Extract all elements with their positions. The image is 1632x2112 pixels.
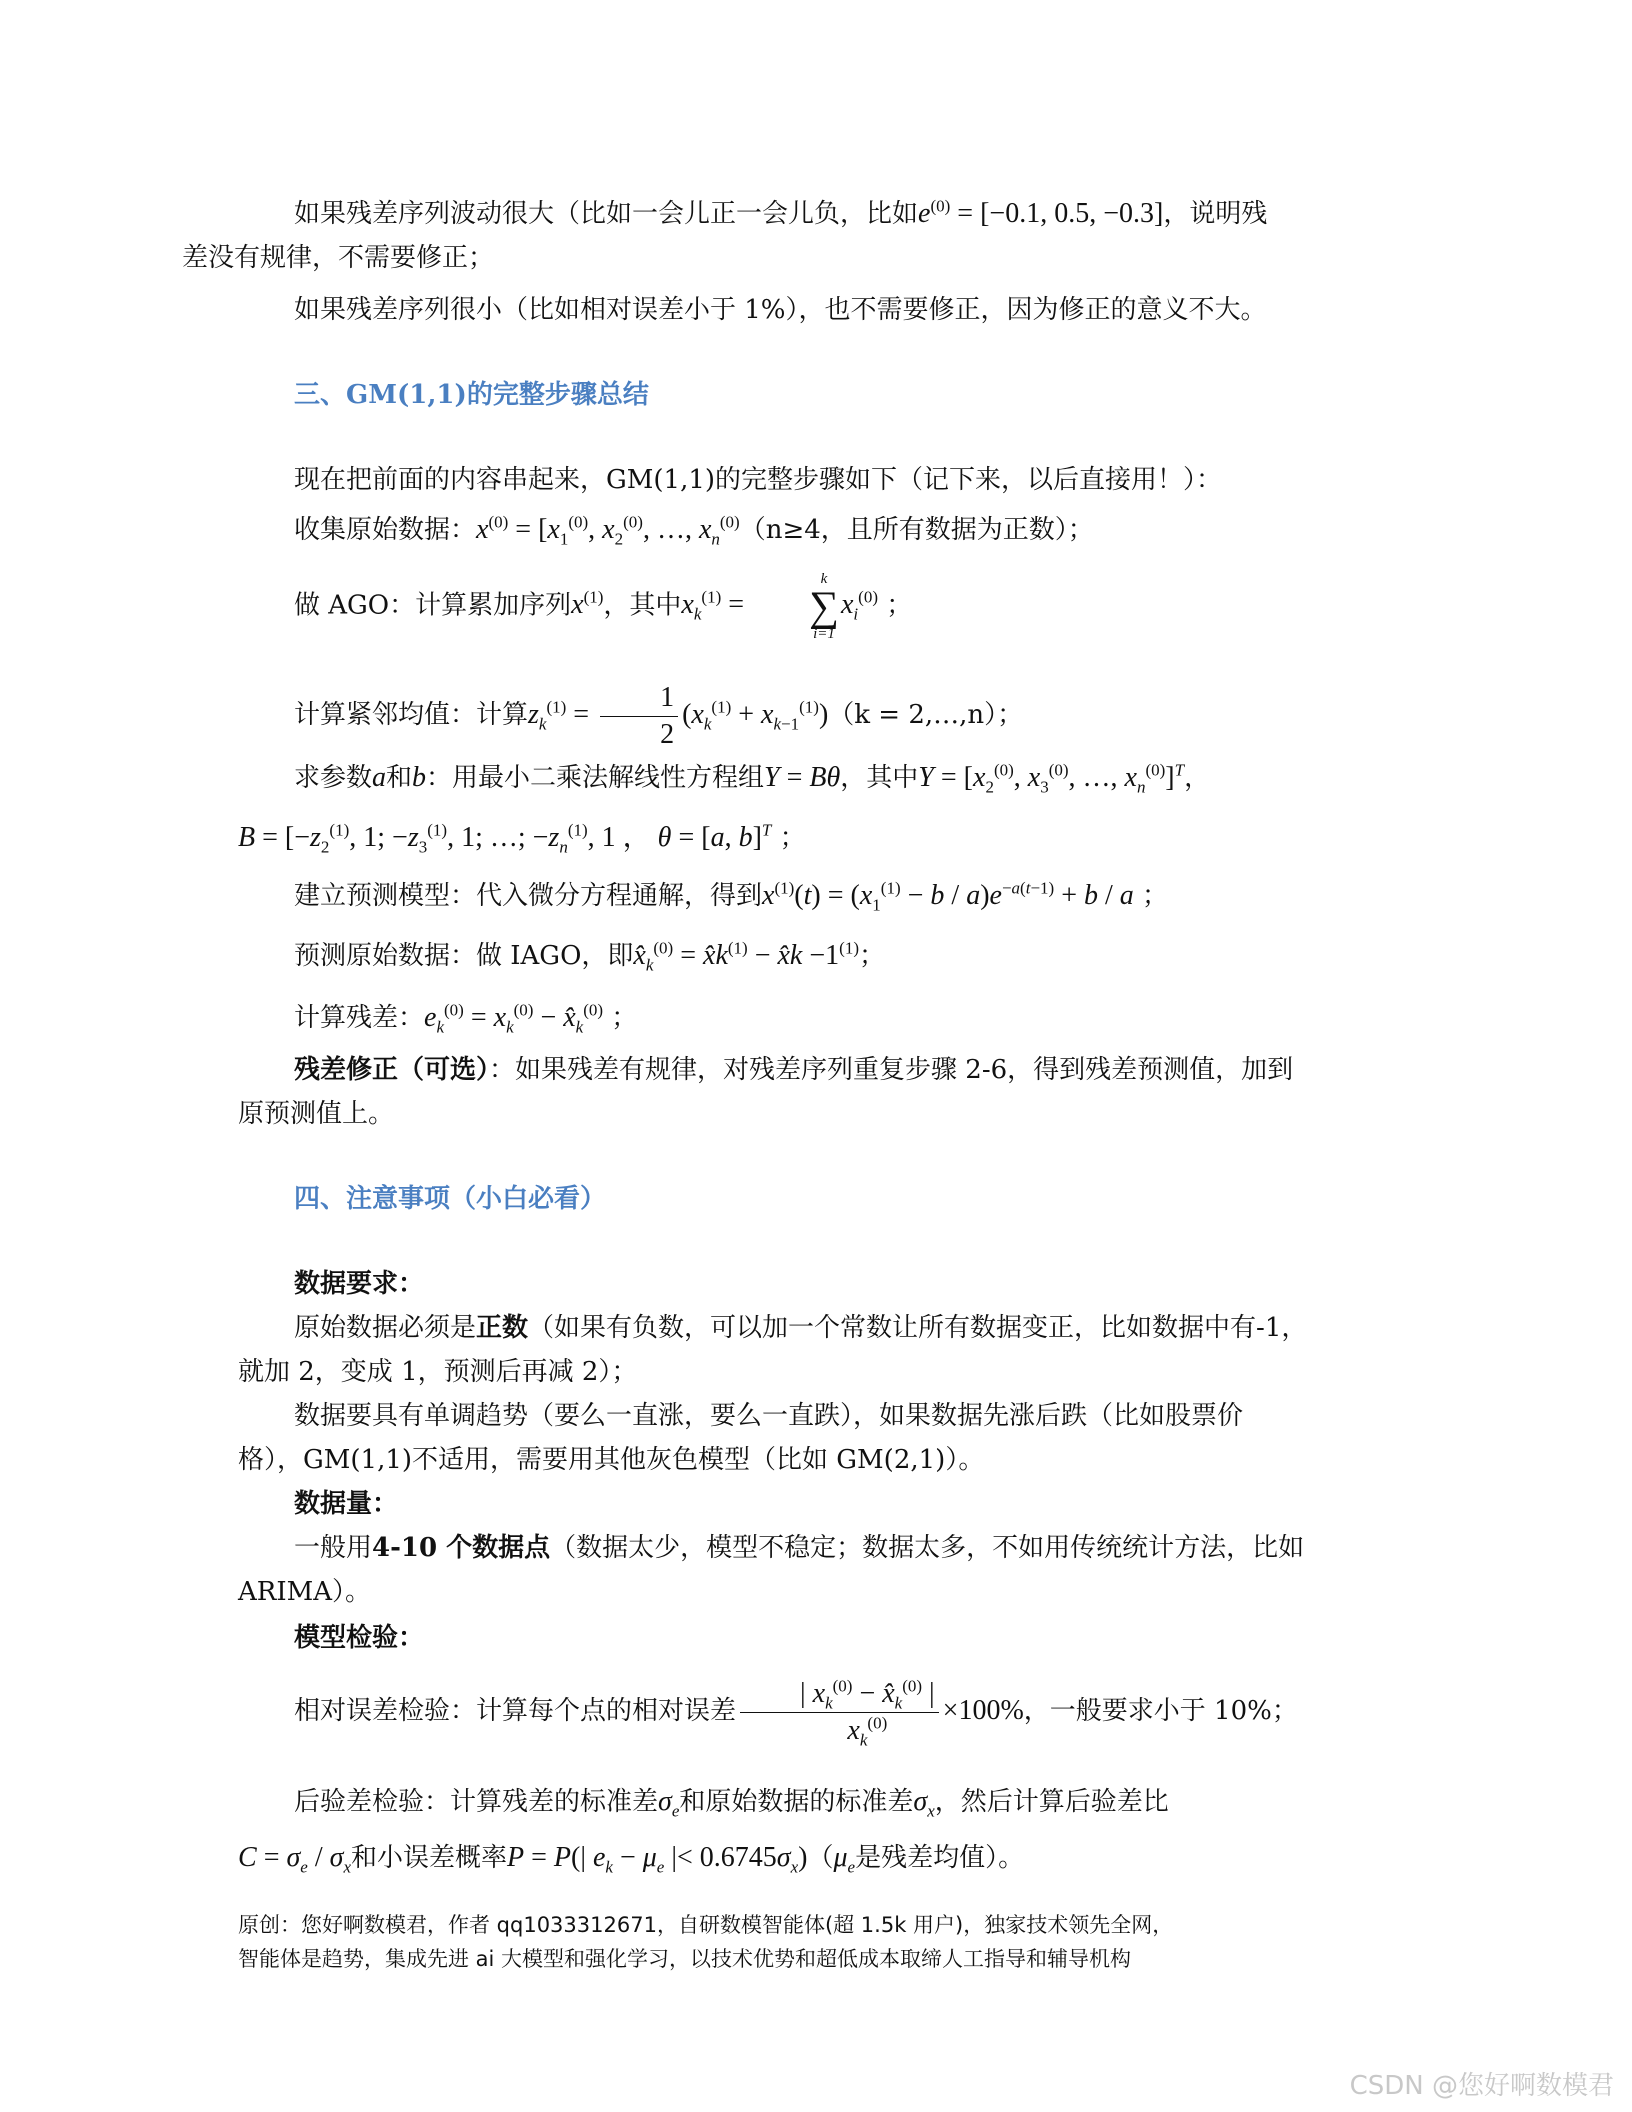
step-iago: 预测原始数据：做 IAGO，即$x̂_k^{(0)}$ = $x̂k^{(1)}$ − x̂k $-1^{(1)}$；: [294, 938, 885, 975]
step-residual: 计算残差：$e_k^{(0)} = x_k^{(0)}$ − $x̂_k^{(0)}$ ；: [294, 1000, 638, 1037]
half-fraction: $\frac{1}{2}$: [600, 680, 678, 753]
residual-wave-paragraph: [182, 192, 1388, 280]
iago-formula: $x̂_k^{(0)}$ = $x̂k^{(1)}$ − x̂k $-1^{(1)}$: [633, 938, 859, 975]
ago-formula: $x_k^{(1)}$ = k ∑ i=1 $x_i^{(0)}$: [681, 571, 878, 642]
data-requirements-p1: 原始数据必须是正数（如果有负数，可以加一个常数让所有数据变正，比如数据中有-1， 就加 2，变成 1，预测后再减 2）；: [238, 1313, 1308, 1387]
data-requirements-heading: 数据要求：: [294, 1269, 425, 1299]
posterior-check-cont: $C = \sigma_e / \sigma_x$和小误差概率P = P(| $e_k - \mu_e$ |< $0.6745\sigma_x)(\mu_e$是残差均值）。: [238, 1842, 1025, 1877]
footer-note: [238, 1908, 1173, 1976]
residual-formula: $e_k^{(0)} = x_k^{(0)}$ − $x̂_k^{(0)}$: [424, 1000, 604, 1037]
linear-system-formula: Y = Bθ: [764, 762, 841, 793]
sum-symbol: k ∑ i=1: [809, 571, 839, 642]
residual-small-paragraph: 如果残差序列很小（比如相对误差小于 1%），也不需要修正，因为修正的意义不大。: [294, 295, 1267, 325]
data-requirements-p2: 数据要具有单调趋势（要么一直涨，要么一直跌），如果数据先涨后跌（比如股票价 格），GM(1,1)不适用，需要用其他灰色模型（比如 GM(2,1)）。: [238, 1401, 1244, 1475]
section-4-heading: 四、注意事项（小白必看）: [294, 1184, 607, 1214]
relative-error-formula: $\frac{| x_k^{(0)} - x̂_k^{(0)} |}{x_k^{(0)}}$ ×100%: [736, 1695, 1024, 1726]
csdn-watermark: CSDN @您好啊数模君: [1349, 2071, 1614, 2101]
data-amount-paragraph: 一般用4-10 个数据点（数据太少，模型不稳定；数据太多，不如用传统统计方法，比如 ARIMA）。: [238, 1533, 1305, 1607]
model-check-heading: 模型检验：: [294, 1623, 425, 1653]
step-model: 建立预测模型：代入微分方程通解，得到$x^{(1)}(t) = (x_1^{(1)} - b / a)e^{-a(t-1)} + b / a$ ；: [294, 878, 1169, 915]
residual-wave-text: 如果残差序列波动很大（比如一会儿正一会儿负，比如: [294, 199, 919, 229]
step-mean: 计算紧邻均值：计算$z_k^{(1)}$ = $\frac{1}{2}$ $(x_k^{(1)} + x_{k-1}^{(1)})(k$ = 2,…,n）；: [238, 680, 1388, 753]
steps-intro: 现在把前面的内容串起来，GM(1,1)的完整步骤如下（记下来，以后直接用！）：: [294, 465, 1223, 495]
step-ago: 做 AGO：计算累加序列$x^{(1)}$，其中$x_k^{(1)}$ = k ∑ i=1 $x_i^{(0)}$ ；: [294, 571, 913, 642]
relative-error-check: 相对误差检验：计算每个点的相对误差 $\frac{| x_k^{(0)} - x̂_k^{(0)} |}{x_k^{(0)}}$ ×100%，一般要求小于 10%；: [294, 1676, 1298, 1750]
y-vector-formula: $Y = [x_2^{(0)}$, $x_3^{(0)}$, …, $x_n^{(0)}]^T$: [918, 760, 1185, 797]
residual-wave-text-cont: 差没有规律，不需要修正；: [182, 243, 495, 273]
footer-line-2: 智能体是趋势，集成先进 ai 大模型和强化学习，以技术优势和超低成本取缔人工指导和辅导机构: [238, 1947, 1132, 1971]
step-collect: 收集原始数据：$x^{(0)} = [x_1^{(0)}$, $x_2^{(0)}$, …, $x_n^{(0)}(n\ge 4$，且所有数据为正数）；: [294, 512, 1094, 549]
small-error-probability-formula: P = P(| $e_k - \mu_e$ |< $0.6745\sigma_x$): [507, 1842, 808, 1877]
mean-formula: $z_k^{(1)}$ = $\frac{1}{2}$ $(x_k^{(1)} + x_{k-1}^{(1)})$: [528, 699, 828, 730]
b-matrix-formula: $B = [-z_2^{(1)}$, 1; $-z_3^{(1)}$, 1; …; $-z_n^{(1)}$, 1 ， θ = [a, b]$^T$: [238, 820, 772, 857]
step-parameters: 求参数a和b：用最小二乘法解线性方程组Y = Bθ，其中$Y = [x_2^{(0)}$, $x_3^{(0)}$, …, $x_n^{(0)}]^T$，: [294, 760, 1211, 797]
step-residual-fix: 残差修正（可选）：如果残差有规律，对残差序列重复步骤 2-6，得到残差预测值，加到 原预测值上。: [238, 1055, 1294, 1129]
residual-example-formula: $e^{(0)} = [-0.1$, 0.5, −0.3]: [918, 196, 1164, 229]
footer-line-1: 原创：您好啊数模君，作者 qq1033312671，自研数模智能体(超 1.5k 用户)，独家技术领先全网，: [238, 1913, 1174, 1937]
section-3-heading: 三、GM(1,1)的完整步骤总结: [294, 380, 649, 410]
model-formula: $x^{(1)}(t) = (x_1^{(1)} - b / a)e^{-a(t-1)} + b / a$: [762, 878, 1134, 915]
posterior-check: 后验差检验：计算残差的标准差$\sigma_e$和原始数据的标准差$\sigma_x$，然后计算后验差比: [294, 1786, 1169, 1821]
collect-formula: $x^{(0)} = [x_1^{(0)}$, $x_2^{(0)}$, …, $x_n^{(0)}$: [476, 512, 740, 549]
data-amount-heading: 数据量：: [294, 1489, 399, 1519]
residual-wave-text-end: ，说明残: [1163, 199, 1268, 229]
posterior-ratio-formula: $C = \sigma_e / \sigma_x$: [238, 1842, 351, 1877]
step-parameters-cont: $B = [-z_2^{(1)}$, 1; $-z_3^{(1)}$, 1; …; $-z_n^{(1)}$, 1 ， θ = [a, b]$^T$ ；: [238, 820, 806, 857]
